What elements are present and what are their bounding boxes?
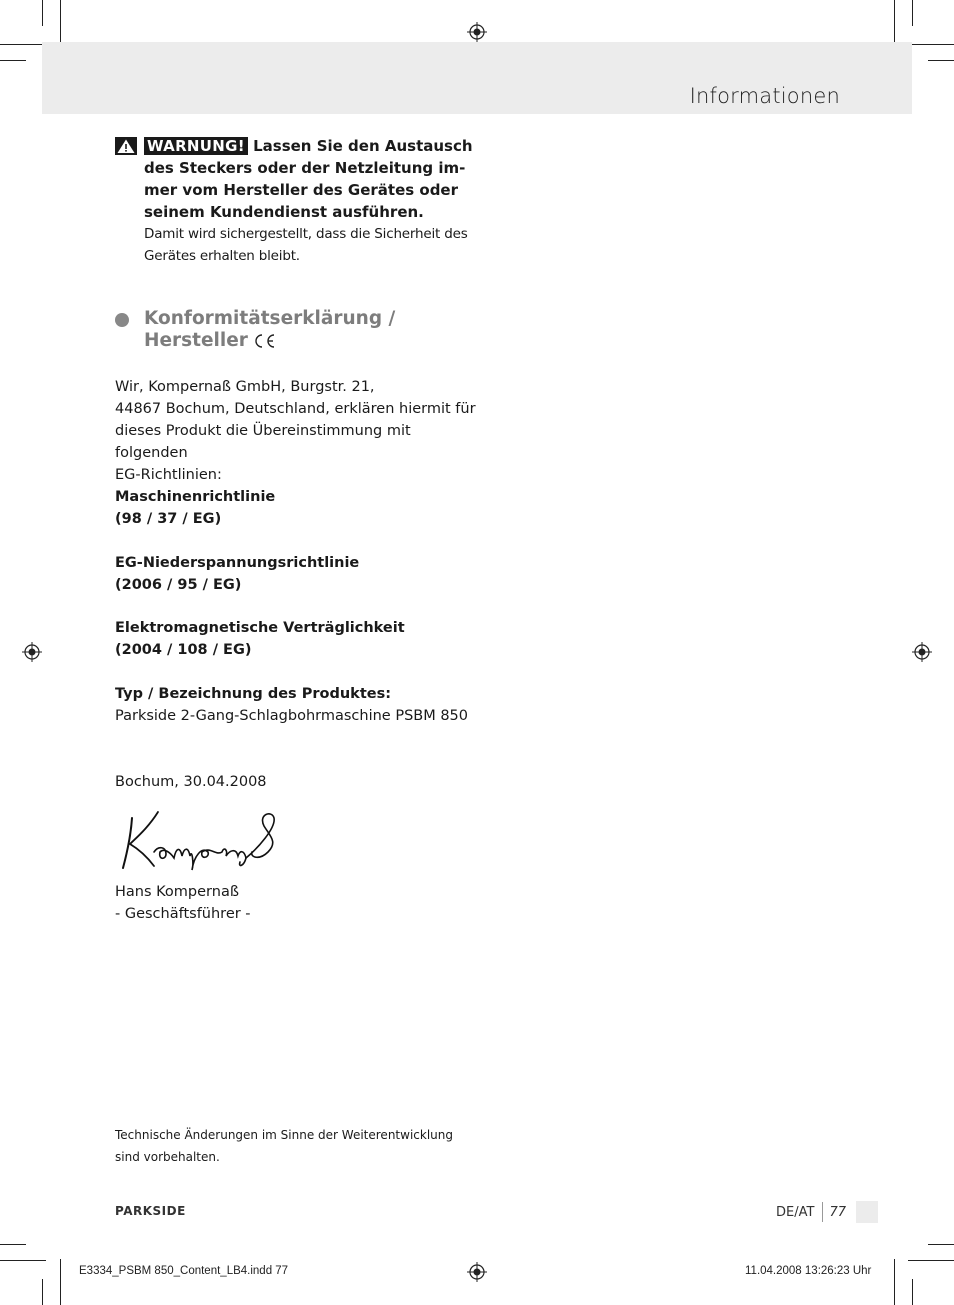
brand-logo bbox=[115, 1200, 186, 1219]
warning-triangle-icon bbox=[115, 137, 137, 155]
place-date: Bochum, 30.04.2008 bbox=[115, 774, 267, 790]
signatory bbox=[115, 881, 485, 925]
directive-low-voltage bbox=[115, 552, 485, 596]
directive-machinery bbox=[115, 486, 485, 530]
crop-mark bbox=[894, 1259, 895, 1305]
slug-timestamp: 11.04.2008 13:26:23 Uhr bbox=[745, 1265, 872, 1277]
page-tab bbox=[856, 1201, 878, 1223]
crop-mark bbox=[908, 1260, 954, 1261]
registration-mark-icon bbox=[467, 1262, 487, 1282]
warning-bold-text: des Steckers oder der Netzleitung im- bbox=[144, 159, 466, 177]
section-title-line: Konformitätserklärung / bbox=[144, 308, 396, 329]
text-line: sind vorbehalten. bbox=[115, 1150, 220, 1164]
text-line: Technische Änderungen im Sinne der Weiterentwicklung bbox=[115, 1128, 453, 1142]
warning-note: Damit wird sichergestellt, dass die Sicherheit des bbox=[144, 226, 468, 242]
text-line: EG-Richtlinien: bbox=[115, 467, 222, 483]
page-title: Informationen bbox=[689, 84, 840, 108]
registration-mark-icon bbox=[22, 642, 42, 662]
crop-mark bbox=[0, 44, 46, 45]
crop-mark bbox=[60, 1259, 61, 1305]
warning-bold-text: Lassen Sie den Austausch bbox=[247, 137, 473, 155]
text-line: Wir, Kompernaß GmbH, Burgstr. 21, bbox=[115, 379, 375, 395]
product-info bbox=[115, 683, 485, 727]
section-title bbox=[144, 308, 495, 352]
directive-name: EG-Niederspannungsrichtlinie bbox=[115, 555, 360, 571]
section-title-line: Hersteller bbox=[144, 330, 248, 351]
signature-image bbox=[118, 808, 283, 872]
directive-code: (98 / 37 / EG) bbox=[115, 511, 222, 527]
crop-mark bbox=[908, 44, 954, 45]
warning-block bbox=[115, 135, 475, 267]
product-label: Typ / Bezeichnung des Produktes: bbox=[115, 686, 392, 702]
crop-mark bbox=[42, 1279, 43, 1305]
page-number: 77 bbox=[829, 1204, 846, 1220]
language-code: DE/AT bbox=[776, 1204, 815, 1220]
directive-code: (2004 / 108 / EG) bbox=[115, 642, 252, 658]
warning-text bbox=[144, 135, 475, 267]
warning-note: Gerätes erhalten bleibt. bbox=[144, 248, 300, 264]
crop-mark bbox=[912, 0, 913, 26]
slug-file: E3334_PSBM 850_Content_LB4.indd 77 bbox=[79, 1265, 289, 1277]
crop-mark bbox=[0, 1244, 26, 1245]
crop-mark bbox=[0, 1260, 46, 1261]
page-indicator bbox=[776, 1200, 878, 1224]
divider bbox=[822, 1202, 823, 1222]
section-heading bbox=[115, 308, 495, 352]
crop-mark bbox=[912, 1279, 913, 1305]
warning-bold-text: mer vom Hersteller des Gerätes oder bbox=[144, 181, 459, 199]
signatory-name: Hans Kompernaß bbox=[115, 884, 239, 900]
disclaimer bbox=[115, 1124, 485, 1168]
bullet-icon bbox=[115, 313, 129, 327]
crop-mark bbox=[894, 0, 895, 46]
directive-name: Maschinenrichtlinie bbox=[115, 489, 276, 505]
text-line: 44867 Bochum, Deutschland, erklären hiermit für bbox=[115, 401, 476, 417]
registration-mark-icon bbox=[912, 642, 932, 662]
product-name: Parkside 2-Gang-Schlagbohrmaschine PSBM 850 bbox=[115, 708, 469, 724]
registration-mark-icon bbox=[467, 22, 487, 42]
text-line: dieses Produkt die Übereinstimmung mit folgenden bbox=[115, 423, 411, 461]
declaration-text bbox=[115, 376, 485, 486]
brand-logo-text: PARKSIDE bbox=[115, 1204, 186, 1218]
directive-name: Elektromagnetische Verträglichkeit bbox=[115, 620, 405, 636]
warning-bold-text: seinem Kundendienst ausführen. bbox=[144, 203, 424, 221]
crop-mark bbox=[928, 60, 954, 61]
crop-mark bbox=[928, 1244, 954, 1245]
directive-code: (2006 / 95 / EG) bbox=[115, 577, 242, 593]
warning-badge: WARNUNG! bbox=[144, 137, 248, 155]
ce-mark-icon bbox=[252, 332, 276, 350]
directive-emc bbox=[115, 617, 485, 661]
crop-mark bbox=[60, 0, 61, 46]
crop-mark bbox=[42, 0, 43, 26]
signatory-role: - Geschäftsführer - bbox=[115, 906, 251, 922]
crop-mark bbox=[0, 60, 26, 61]
